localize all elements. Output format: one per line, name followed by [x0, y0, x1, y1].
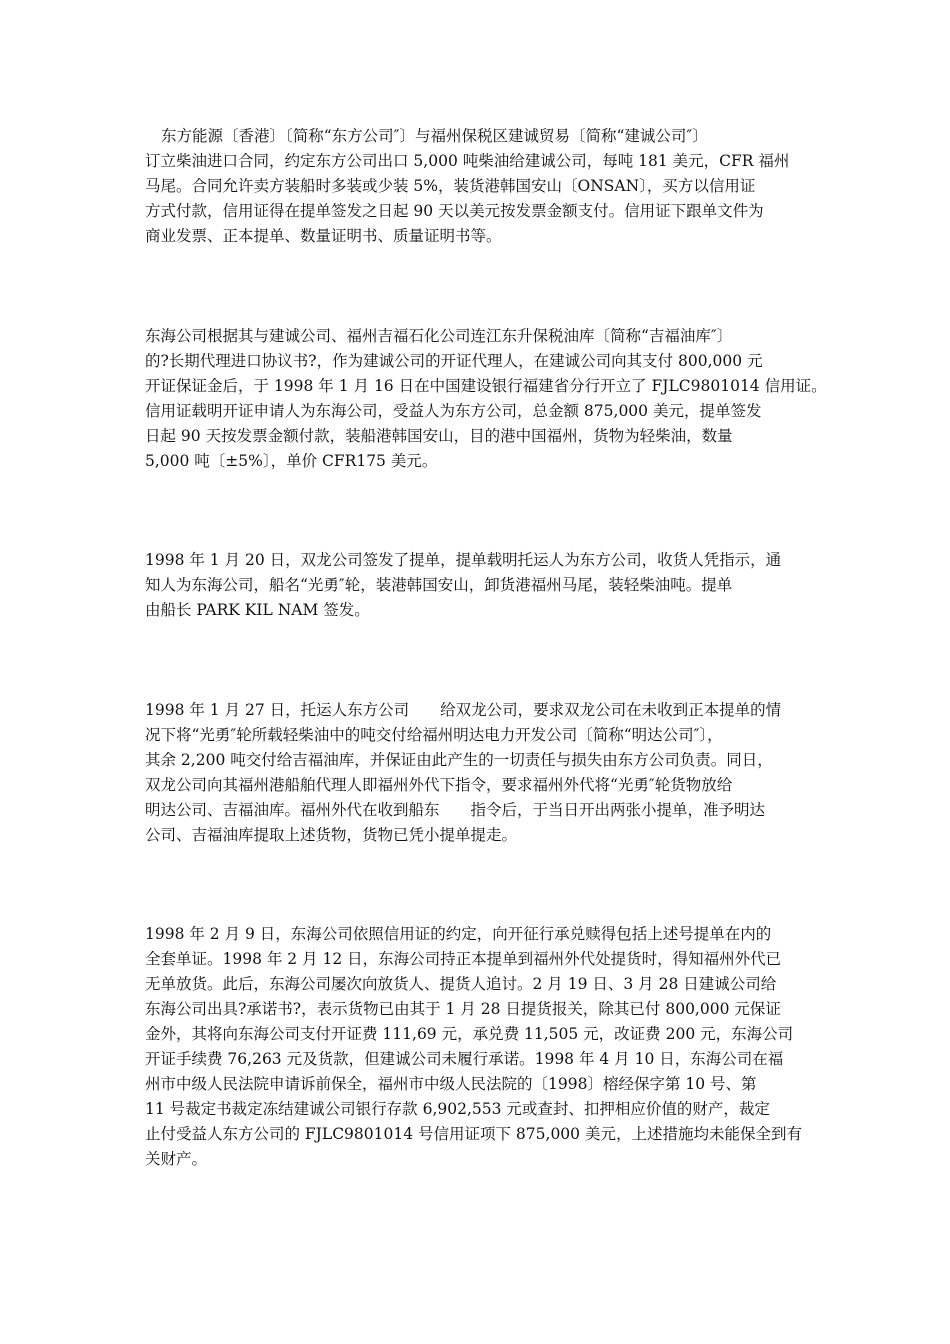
paragraph-line: 开证手续费 76,263 元及货款，但建诚公司未履行承诺。1998 年 4 月 10 日，东海公司在福 — [145, 1050, 784, 1068]
paragraph-line: 公司、吉福油库提取上述货物，货物已凭小提单提走。 — [145, 826, 518, 844]
paragraph-line: 全套单证。1998 年 2 月 12 日，东海公司持正本提单到福州外代处提货时，得知福州外代已 — [145, 950, 782, 968]
paragraph-line: 东海公司根据其与建诚公司、福州吉福石化公司连江东升保税油库〔简称“吉福油库″〕 — [145, 327, 733, 345]
paragraph-5 — [145, 922, 815, 1172]
paragraph-line: 日起 90 天按发票金额付款，装船港韩国安山，目的港中国福州，货物为轻柴油，数量 — [145, 427, 733, 445]
paragraph-line: 1998 年 2 月 9 日，东海公司依照信用证的约定，向开征行承兑赎得包括上述号提单在内的 — [145, 925, 772, 943]
paragraph-line: 方式付款，信用证得在提单签发之日起 90 天以美元按发票金额支付。信用证下跟单文件为 — [145, 202, 764, 220]
paragraph-line: 双龙公司向其福州港船舶代理人即福州外代下指令，要求福州外代将“光勇″轮货物放给 — [145, 776, 733, 794]
paragraph-1 — [145, 124, 815, 249]
paragraph-line: 关财产。 — [145, 1150, 208, 1168]
paragraph-line: 1998 年 1 月 27 日，托运人东方公司 给双龙公司，要求双龙公司在未收到正本提单的情 — [145, 701, 782, 719]
paragraph-3 — [145, 548, 815, 623]
paragraph-line: 明达公司、吉福油库。福州外代在收到船东 指令后，于当日开出两张小提单，准予明达 — [145, 801, 766, 819]
paragraph-line: 商业发票、正本提单、数量证明书、质量证明书等。 — [145, 227, 502, 245]
paragraph-line: 1998 年 1 月 20 日，双龙公司签发了提单，提单载明托运人为东方公司，收货人凭指示，通 — [145, 551, 782, 569]
paragraph-line: 东海公司出具?承诺书?，表示货物已由其于 1 月 28 日提货报关，除其已付 800,000 元保证 — [145, 1000, 781, 1018]
paragraph-line: 11 号裁定书裁定冻结建诚公司银行存款 6,902,553 元或查封、扣押相应价值的财产，裁定 — [145, 1100, 770, 1118]
paragraph-line: 其余 2,200 吨交付给吉福油库，并保证由此产生的一切责任与损失由东方公司负责。同日， — [145, 751, 773, 769]
paragraph-line: 东方能源〔香港〕〔简称“东方公司″〕与福州保税区建诚贸易〔简称“建诚公司″〕 — [161, 127, 708, 145]
paragraph-line: 知人为东海公司，船名“光勇″轮，装港韩国安山，卸货港福州马尾，装轻柴油吨。提单 — [145, 576, 733, 594]
paragraph-4 — [145, 698, 815, 848]
paragraph-line: 由船长 PARK KIL NAM 签发。 — [145, 601, 370, 619]
paragraph-line: 况下将“光勇″轮所载轻柴油中的吨交付给福州明达电力开发公司〔简称“明达公司″〕， — [145, 726, 723, 744]
paragraph-line: 无单放货。此后，东海公司屡次向放货人、提货人追讨。2 月 19 日、3 月 28 日建诚公司给 — [145, 975, 777, 993]
paragraph-line: 止付受益人东方公司的 FJLC9801014 号信用证项下 875,000 美元，上述措施均未能保全到有 — [145, 1125, 802, 1143]
paragraph-line: 的?长期代理进口协议书?，作为建诚公司的开证代理人，在建诚公司向其支付 800,000 元 — [145, 352, 763, 370]
paragraph-line: 信用证载明开证申请人为东海公司，受益人为东方公司，总金额 875,000 美元，提单签发 — [145, 402, 762, 420]
paragraph-line: 开证保证金后，于 1998 年 1 月 16 日在中国建设银行福建省分行开立了 FJLC9801014 信用证。 — [145, 377, 827, 395]
paragraph-2 — [145, 324, 827, 474]
paragraph-line: 5,000 吨〔±5%〕，单价 CFR175 美元。 — [145, 452, 438, 470]
paragraph-line: 订立柴油进口合同，约定东方公司出口 5,000 吨柴油给建诚公司，每吨 181 美元，CFR 福州 — [145, 152, 790, 170]
paragraph-line: 马尾。合同允许卖方装船时多装或少装 5%，装货港韩国安山〔ONSAN〕，买方以信用证 — [145, 177, 756, 195]
paragraph-line: 金外，其将向东海公司支付开证费 111,69 元，承兑费 11,505 元，改证费 200 元，东海公司 — [145, 1025, 794, 1043]
paragraph-line: 州市中级人民法院申请诉前保全，福州市中级人民法院的〔1998〕榕经保字第 10 号、第 — [145, 1075, 757, 1093]
